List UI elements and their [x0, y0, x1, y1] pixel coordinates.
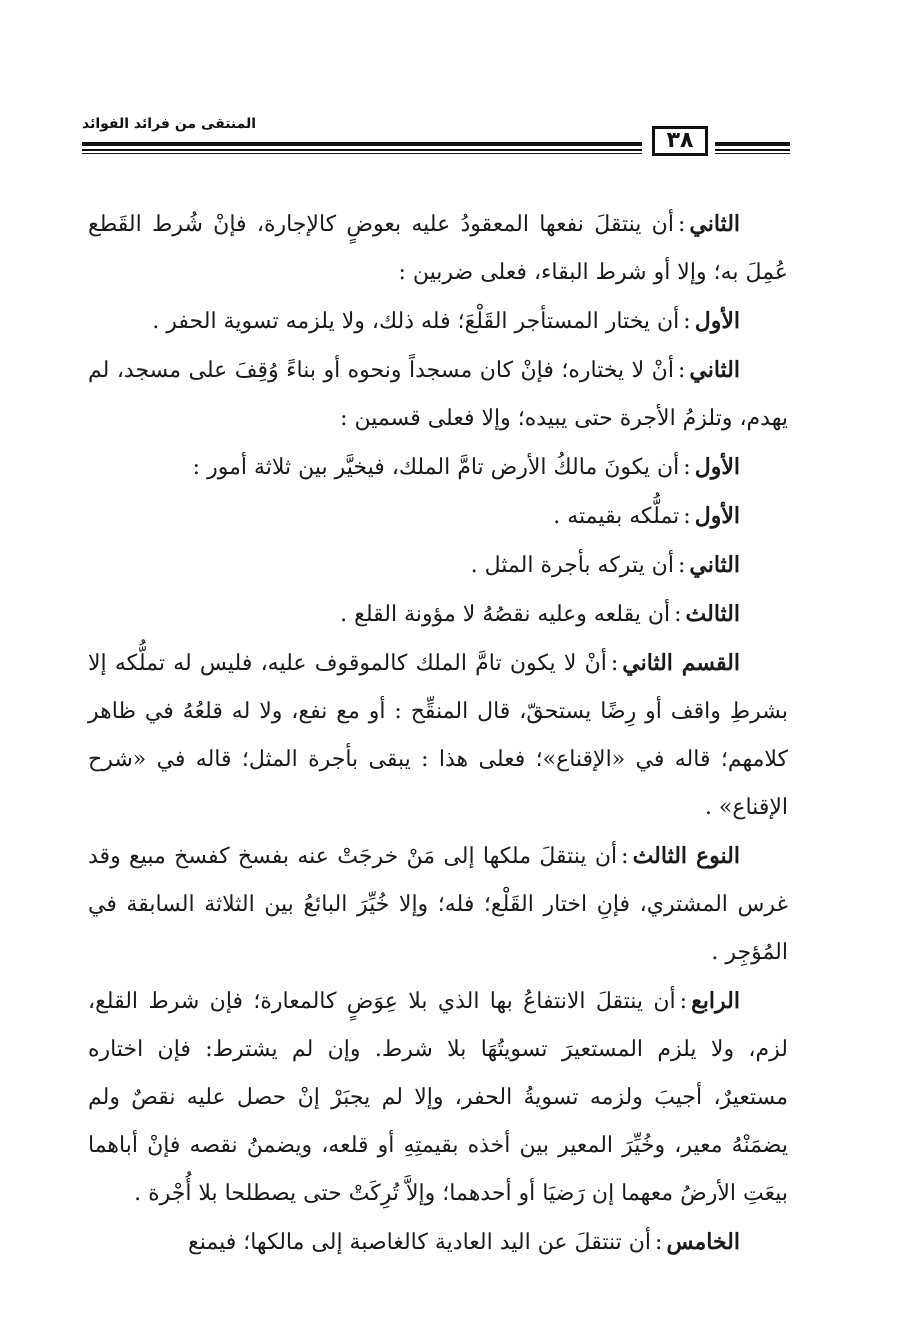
- paragraph: [88, 639, 788, 832]
- paragraph-heading: الثالث: [685, 601, 740, 627]
- separator: :: [683, 455, 691, 480]
- separator: :: [683, 504, 691, 529]
- paragraph-heading: الأول: [694, 308, 740, 334]
- paragraph-heading: الثاني: [689, 357, 740, 383]
- paragraph-heading: النوع الثالث: [632, 843, 740, 869]
- page-number: ٣٨: [652, 126, 708, 156]
- header-rule-right: [715, 142, 790, 156]
- paragraph-text: أن ينتقلَ نفعها المعقودُ عليه بعوضٍ كالإجارة، فإنْ شُرط القَطع عُمِلَ به؛ وإلا أو شرط البقاء، فعلى ضربين :: [88, 212, 788, 285]
- page-body: [88, 200, 788, 1267]
- paragraph-heading: الثاني: [689, 211, 741, 237]
- separator: :: [677, 212, 686, 237]
- paragraph: [88, 346, 788, 443]
- paragraph: [88, 492, 788, 541]
- page-header: [82, 112, 790, 162]
- paragraph-text: أن ينتقلَ الانتفاعُ بها الذي بلا عِوَضٍ كالمعارة؛ فإن شرط القلع، لزم، ولا يلزم المستعيرَ تسويتُهَا بلا شرط. وإن لم يشترط: فإن اختاره مستعيرٌ، أجيبَ ولزمه تسويةُ الحفر، وإلا لم يجبَرْ إنْ حصل عليه نقصٌ ولم يضمَنْهُ معير، وخُيِّرَ المعير بين أخذه بقيمتِهِ أو قلعه، ويضمنُ نقصه فإنْ أباهما بيعَتِ الأرضُ معهما إن رَضيَا أو أحدهما؛ وإلاَّ تُرِكَتْ حتى يصطلحا بلا أُجْرة .: [88, 989, 788, 1206]
- running-title: المنتقى من فرائد الفوائد: [82, 116, 257, 132]
- paragraph: [88, 541, 788, 590]
- paragraph-text: أن تنتقلَ عن اليد العادية كالغاصبة إلى مالكها؛ فيمنع: [188, 1230, 652, 1255]
- paragraph: [88, 590, 788, 639]
- paragraph-heading: الخامس: [666, 1229, 740, 1255]
- paragraph-heading: الأول: [694, 454, 740, 480]
- paragraph-heading: الرابع: [691, 988, 740, 1014]
- paragraph-text: أنْ لا يختاره؛ فإنْ كان مسجداً ونحوه أو بناءً وُقِفَ على مسجد، لم يهدم، وتلزمُ الأجرة حتى يبيده؛ وإلا فعلى قسمين :: [88, 358, 788, 431]
- paragraph-text: أن يقلعه وعليه نقصُهُ لا مؤونة القلع .: [340, 602, 671, 627]
- paragraph-text: أن يتركه بأجرة المثل .: [470, 553, 674, 578]
- paragraph: [88, 832, 788, 977]
- paragraph-text: أنْ لا يكون تامَّ الملك كالموقوف عليه، فليس له تملُّكه إلا بشرطِ واقف أو رِضًا يستحقّ، قال المنقِّح : أو مع نفع، ولا له قلعُهُ في ظاهر كلامهم؛ قاله في «الإقناع»؛ فعلى هذا : يبقى بأجرة المثل؛ قاله في «شرح الإقناع» .: [88, 651, 788, 820]
- paragraph-heading: القسم الثاني: [622, 650, 740, 676]
- paragraph-text: أن ينتقلَ ملكها إلى مَنْ خرجَتْ عنه بفسخ كفسخ مبيع وقد غرس المشتري، فإنِ اختار القَلْع؛ فله؛ وإلا خُيِّرَ البائعُ بين الثلاثة السابقة في المُؤجِر .: [88, 844, 788, 965]
- paragraph-text: أن يختار المستأجر القَلْعَ؛ فله ذلك، ولا يلزمه تسوية الحفر .: [152, 309, 680, 334]
- paragraph: [88, 443, 788, 492]
- paragraph: [88, 200, 788, 297]
- paragraph: [88, 977, 788, 1218]
- separator: :: [610, 651, 619, 676]
- separator: :: [674, 602, 682, 627]
- paragraph: [88, 297, 788, 346]
- header-rule-left: [82, 142, 642, 156]
- paragraph-text: أن يكونَ مالكُ الأرض تامَّ الملك، فيخيَّر بين ثلاثة أمور :: [192, 455, 680, 480]
- separator: :: [677, 553, 686, 578]
- separator: :: [655, 1230, 663, 1255]
- paragraph: [88, 1218, 788, 1267]
- paragraph-text: تملُّكه بقيمته .: [553, 504, 680, 529]
- separator: :: [679, 989, 688, 1014]
- paragraph-heading: الأول: [694, 503, 740, 529]
- separator: :: [677, 358, 686, 383]
- separator: :: [621, 844, 629, 869]
- separator: :: [683, 309, 691, 334]
- paragraph-heading: الثاني: [689, 552, 740, 578]
